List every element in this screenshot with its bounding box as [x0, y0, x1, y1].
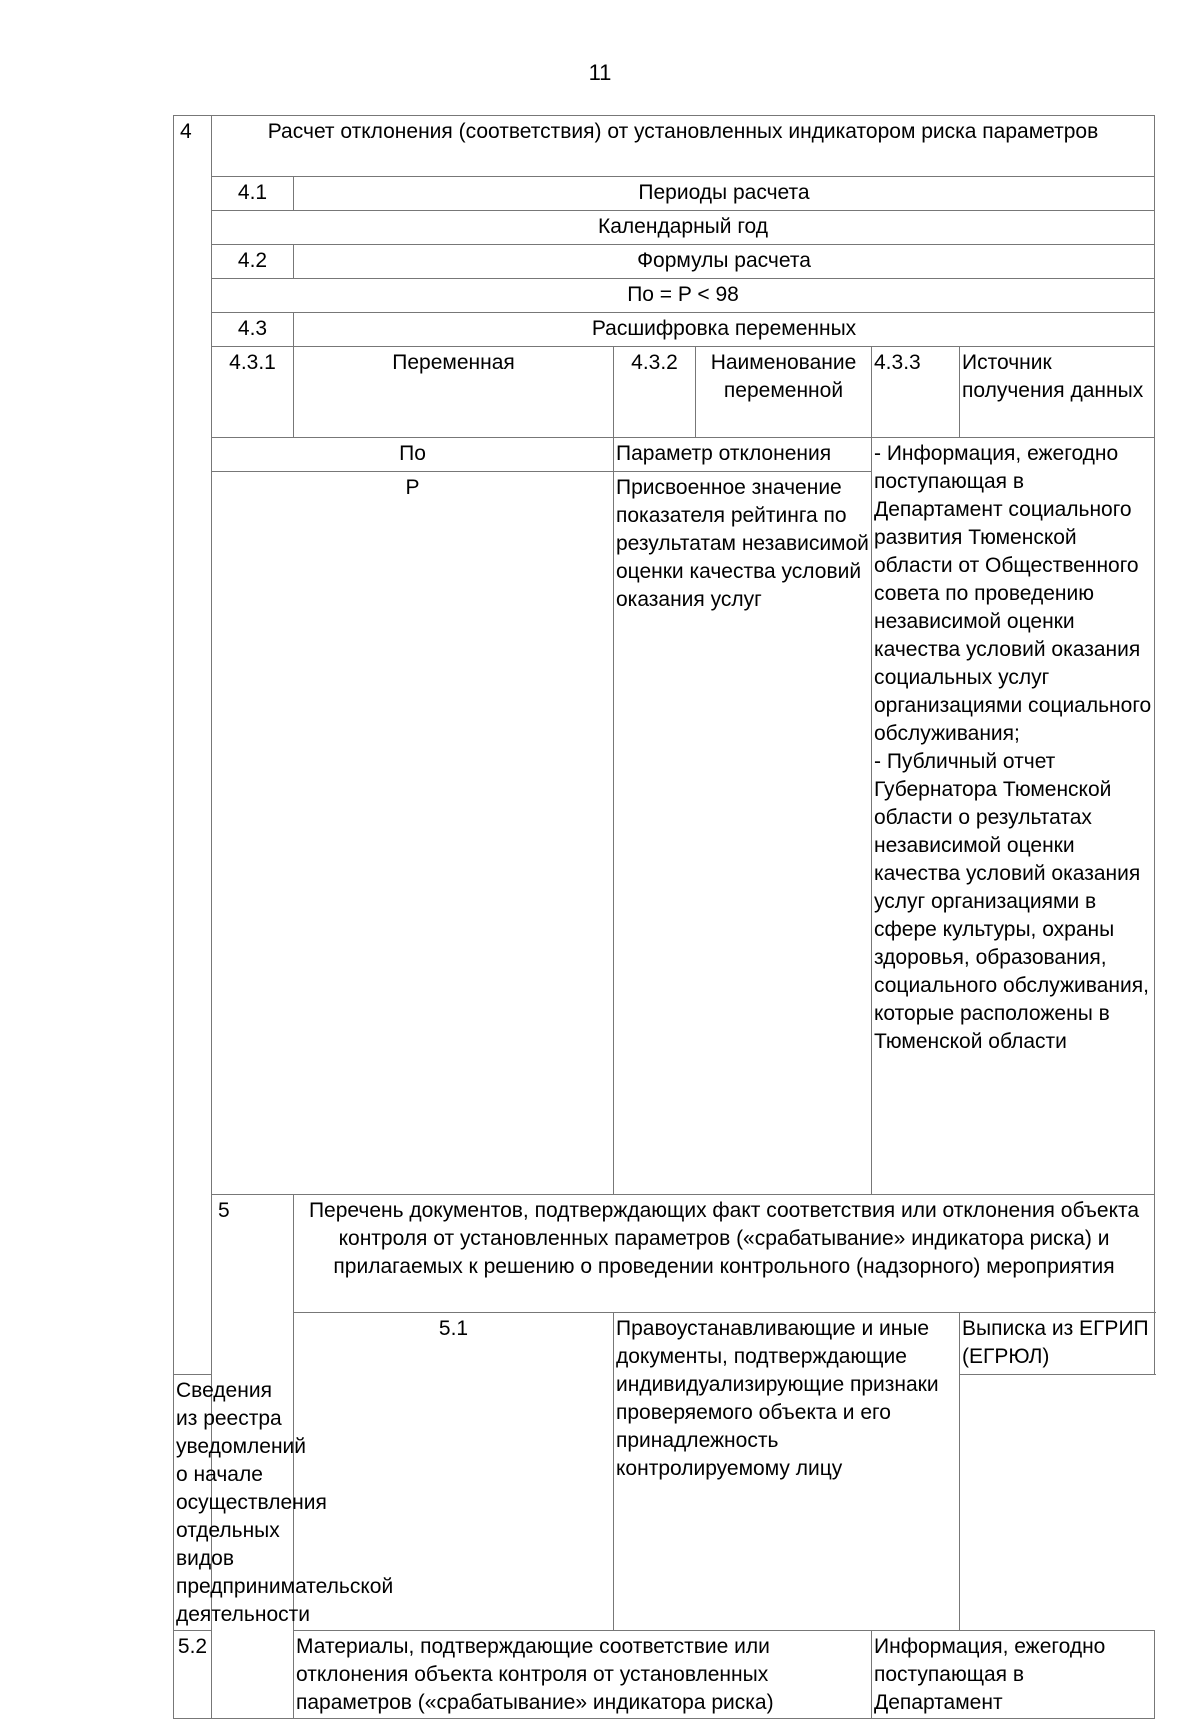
section-5-title: Перечень документов, подтверждающих факт соответствия или отклонения объекта контроля от установленных параметров («срабатывание» индикатора риска) и прилагаемых к решению о проведении контрольного (надзорного) мероприятия — [294, 1195, 1155, 1313]
row-4-1 — [174, 177, 1155, 211]
col-4-3-2-number: 4.3.2 — [614, 347, 696, 438]
row-4-2-number: 4.2 — [212, 245, 294, 279]
row-4-1-number: 4.1 — [212, 177, 294, 211]
variables-header-row — [174, 347, 1155, 438]
row-4-3-label: Расшифровка переменных — [294, 313, 1155, 347]
row-5-2 — [174, 1631, 1155, 1719]
calculation-period-value: Календарный год — [212, 211, 1155, 245]
page-number: 11 — [588, 60, 612, 85]
variable-po-row — [174, 438, 1155, 472]
row-5-1-description: Правоустанавливающие и иные документы, подтверждающие индивидуализирующие признаки проверяемого объекта и его принадлежность контролируемому лицу — [614, 1313, 960, 1631]
row-5-2-number: 5.2 — [174, 1631, 212, 1719]
row-5-2-document: Информация, ежегодно поступающая в Департамент — [872, 1631, 1155, 1719]
section-5-header-row — [174, 1195, 1155, 1313]
row-4-1-label: Периоды расчета — [294, 177, 1155, 211]
row-5-1 — [174, 1313, 1155, 1375]
col-4-3-1-label: Переменная — [294, 347, 614, 438]
col-4-3-3-label: Источник получения данных — [960, 347, 1155, 438]
variable-po-name: По — [212, 438, 614, 472]
row-4-2-value — [174, 279, 1155, 313]
section-4-number: 4 — [174, 116, 212, 1375]
row-4-3-number: 4.3 — [212, 313, 294, 347]
col-4-3-2-label: Наименование переменной — [696, 347, 872, 438]
variable-po-description: Параметр отклонения — [614, 438, 872, 472]
row-5-1-document-1: Выписка из ЕГРИП (ЕГРЮЛ) — [960, 1313, 1155, 1375]
section-5-number: 5 — [212, 1195, 294, 1719]
formula-value: По = P < 98 — [212, 279, 1155, 313]
row-4-1-value — [174, 211, 1155, 245]
row-5-1-document-2: Сведения из реестра уведомлений о начале осуществления отдельных видов предпринимательской деятельности — [174, 1375, 294, 1631]
row-4-2-label: Формулы расчета — [294, 245, 1155, 279]
section-4-header-row — [174, 116, 1155, 177]
variable-p-name: P — [212, 472, 614, 1195]
data-source-text: - Информация, ежегодно поступающая в Департамент социального развития Тюменской области от Общественного совета по проведению независимой оценки качества условий оказания социальных услуг организациями социального обслуживания; - Публичный отчет Губернатора Тюменской области о результатах независимой оценки качества условий оказания услуг организациями в сфере культуры, охраны здоровья, образования, социального обслуживания, которые расположены в Тюменской области — [872, 438, 1155, 1195]
variable-p-description: Присвоенное значение показателя рейтинга по результатам независимой оценки качества условий оказания услуг — [614, 472, 872, 1195]
col-4-3-1-number: 4.3.1 — [212, 347, 294, 438]
row-5-2-description: Материалы, подтверждающие соответствие или отклонения объекта контроля от установленных параметров («срабатывание» индикатора риска) — [294, 1631, 872, 1719]
risk-indicator-table — [173, 115, 1155, 1719]
row-4-2 — [174, 245, 1155, 279]
section-4-title: Расчет отклонения (соответствия) от установленных индикатором риска параметров — [212, 116, 1155, 177]
row-5-1-number: 5.1 — [294, 1313, 614, 1631]
row-4-3 — [174, 313, 1155, 347]
col-4-3-3-number: 4.3.3 — [872, 347, 960, 438]
